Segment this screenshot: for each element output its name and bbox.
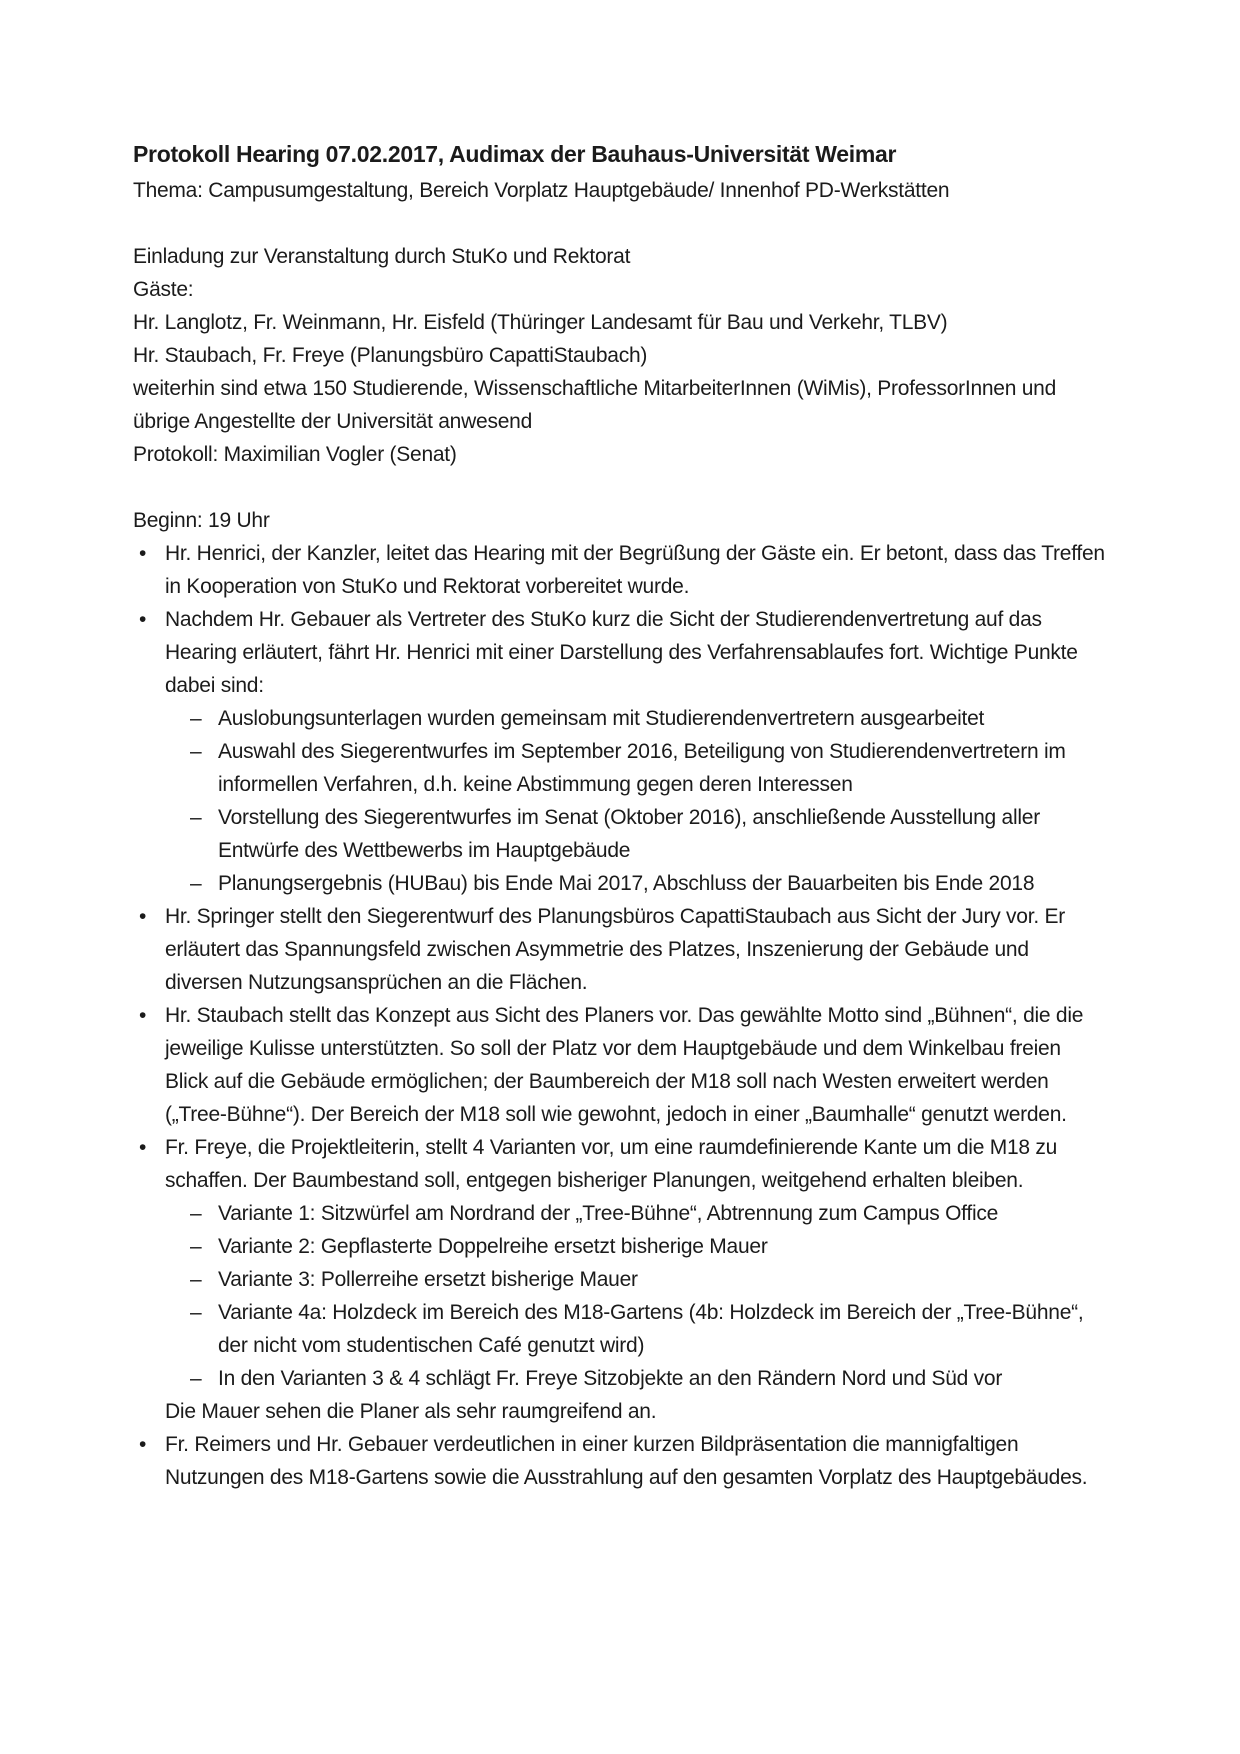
bullet-text: • Hr. Staubach stellt das Konzept aus Sicht des Planers vor. Das gewählte Motto sind „Bühnen“, die die jeweilige Kulisse unterstützten. So soll der Platz vor dem Hauptgebäude und dem Winkelbau freien Blick auf die Gebäude ermöglichen; der Baumbereich der M18 soll nach Westen erweitert werden („Tree-Bühne“). Der Bereich der M18 soll wie gewohnt, jedoch in einer „Baumhalle“ genutzt werden. <box>165 1004 1084 1126</box>
blank-line <box>133 471 1106 504</box>
bullet-item <box>133 537 1106 603</box>
bullet-item <box>133 603 1106 900</box>
intro-gaeste-label: Gäste: <box>133 278 194 301</box>
sub-item: – Vorstellung des Siegerentwurfes im Senat (Oktober 2016), anschließende Ausstellung aller Entwürfe des Wettbewerbs im Hauptgebäude <box>165 801 1106 867</box>
blank-line <box>133 207 1106 240</box>
intro-gast-2: Hr. Staubach, Fr. Freye (Planungsbüro CapattiStaubach) <box>133 344 648 367</box>
intro-einladung: Einladung zur Veranstaltung durch StuKo und Rektorat <box>133 245 631 268</box>
sub-item: – Auswahl des Siegerentwurfes im September 2016, Beteiligung von Studierendenvertretern im informellen Verfahren, d.h. keine Abstimmung gegen deren Interessen <box>165 735 1106 801</box>
bullet-text: • Fr. Reimers und Hr. Gebauer verdeutlichen in einer kurzen Bildpräsentation die mannigfaltigen Nutzungen des M18-Gartens sowie die Ausstrahlung auf den gesamten Vorplatz des Hauptgebäudes. <box>165 1433 1088 1489</box>
bullet-item <box>133 999 1106 1131</box>
sub-item: – Planungsergebnis (HUBau) bis Ende Mai 2017, Abschluss der Bauarbeiten bis Ende 2018 <box>165 867 1106 900</box>
bullet-text: • Fr. Freye, die Projektleiterin, stellt 4 Varianten vor, um eine raumdefinierende Kante um die M18 zu schaffen. Der Baumbestand soll, entgegen bisheriger Planungen, weitgehend erhalten bleiben. <box>165 1136 1058 1192</box>
intro-weitere-anwesende: weiterhin sind etwa 150 Studierende, Wissenschaftliche MitarbeiterInnen (WiMis), ProfessorInnen und übrige Angestellte der Universität anwesend <box>133 377 1057 433</box>
protocol-bullet-list <box>133 537 1106 1494</box>
sub-item: – Variante 2: Gepflasterte Doppelreihe ersetzt bisherige Mauer <box>165 1230 1106 1263</box>
bullet-text: • Hr. Springer stellt den Siegerentwurf des Planungsbüros CapattiStaubach aus Sicht der Jury vor. Er erläutert das Spannungsfeld zwischen Asymmetrie des Platzes, Inszenierung der Gebäude und diversen Nutzungsansprüchen an die Flächen. <box>165 905 1065 994</box>
sub-item: – Variante 4a: Holzdeck im Bereich des M18-Gartens (4b: Holzdeck im Bereich der „Tree-Bühne“, der nicht vom studentischen Café genutzt wird) <box>165 1296 1106 1362</box>
bullet-item <box>133 900 1106 999</box>
bullet-continuation-text: Die Mauer sehen die Planer als sehr raumgreifend an. <box>165 1400 657 1423</box>
sub-list <box>165 1197 1106 1395</box>
intro-protokollant: Protokoll: Maximilian Vogler (Senat) <box>133 443 457 466</box>
bullet-text: • Hr. Henrici, der Kanzler, leitet das Hearing mit der Begrüßung der Gäste ein. Er betont, dass das Treffen in Kooperation von StuKo und Rektorat vorbereitet wurde. <box>165 542 1105 598</box>
sub-item: – In den Varianten 3 & 4 schlägt Fr. Freye Sitzobjekte an den Rändern Nord und Süd vor <box>165 1362 1106 1395</box>
doc-thema: Thema: Campusumgestaltung, Bereich Vorplatz Hauptgebäude/ Innenhof PD-Werkstätten <box>133 179 950 202</box>
sub-item: – Variante 3: Pollerreihe ersetzt bisherige Mauer <box>165 1263 1106 1296</box>
sub-list <box>165 702 1106 900</box>
sub-item: – Variante 1: Sitzwürfel am Nordrand der „Tree-Bühne“, Abtrennung zum Campus Office <box>165 1197 1106 1230</box>
intro-gast-1: Hr. Langlotz, Fr. Weinmann, Hr. Eisfeld (Thüringer Landesamt für Bau und Verkehr, TLBV) <box>133 311 948 334</box>
doc-title: Protokoll Hearing 07.02.2017, Audimax der Bauhaus-Universität Weimar <box>133 141 897 167</box>
bullet-item <box>133 1428 1106 1494</box>
sub-item: – Auslobungsunterlagen wurden gemeinsam mit Studierendenvertretern ausgearbeitet <box>165 702 1106 735</box>
bullet-text: • Nachdem Hr. Gebauer als Vertreter des StuKo kurz die Sicht der Studierendenvertretung auf das Hearing erläutert, fährt Hr. Henrici mit einer Darstellung des Verfahrensablaufes fort. Wichtige Punkte dabei sind: <box>165 608 1078 697</box>
bullet-item <box>133 1131 1106 1428</box>
beginn-line: Beginn: 19 Uhr <box>133 509 270 532</box>
